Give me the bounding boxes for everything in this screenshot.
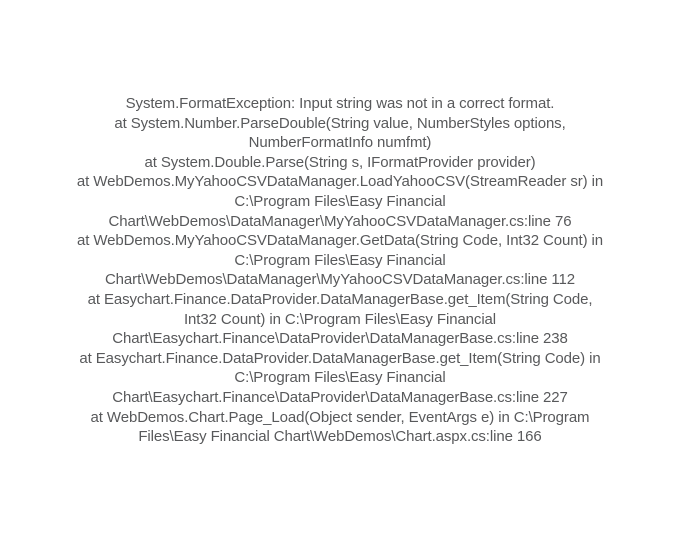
stack-trace-line: Int32 Count) in C:\Program Files\Easy Financial bbox=[183, 310, 497, 328]
stack-trace-line: at Easychart.Finance.DataProvider.DataManagerBase.get_Item(String Code, bbox=[87, 290, 593, 308]
stack-trace-line: Files\Easy Financial Chart\WebDemos\Chart.aspx.cs:line 166 bbox=[138, 428, 542, 446]
stack-trace-line: at WebDemos.MyYahooCSVDataManager.LoadYahooCSV(StreamReader sr) in bbox=[76, 173, 604, 191]
stack-trace-line: Chart\Easychart.Finance\DataProvider\DataManagerBase.cs:line 238 bbox=[112, 330, 568, 348]
stack-trace-line: C:\Program Files\Easy Financial bbox=[234, 369, 446, 387]
stack-trace-line: at System.Number.ParseDouble(String value, NumberStyles options, bbox=[114, 114, 566, 132]
exception-message-line: System.FormatException: Input string was not in a correct format. bbox=[125, 95, 555, 112]
stack-trace-line: C:\Program Files\Easy Financial bbox=[234, 251, 446, 269]
stack-trace-line: Chart\Easychart.Finance\DataProvider\DataManagerBase.cs:line 227 bbox=[112, 388, 568, 406]
stack-trace-line: at WebDemos.Chart.Page_Load(Object sender, EventArgs e) in C:\Program bbox=[90, 408, 590, 426]
stack-trace-line: Chart\WebDemos\DataManager\MyYahooCSVDataManager.cs:line 112 bbox=[104, 271, 576, 289]
stack-trace-line: at System.Double.Parse(String s, IFormatProvider provider) bbox=[144, 153, 536, 171]
stack-trace-line: Chart\WebDemos\DataManager\MyYahooCSVDataManager.cs:line 76 bbox=[108, 212, 572, 230]
stack-trace bbox=[20, 94, 660, 447]
stack-trace-line: NumberFormatInfo numfmt) bbox=[248, 134, 432, 152]
stack-trace-line: at WebDemos.MyYahooCSVDataManager.GetData(String Code, Int32 Count) in bbox=[76, 232, 604, 250]
stack-trace-line: C:\Program Files\Easy Financial bbox=[234, 192, 446, 210]
stack-trace-line: at Easychart.Finance.DataProvider.DataManagerBase.get_Item(String Code) in bbox=[79, 349, 601, 367]
